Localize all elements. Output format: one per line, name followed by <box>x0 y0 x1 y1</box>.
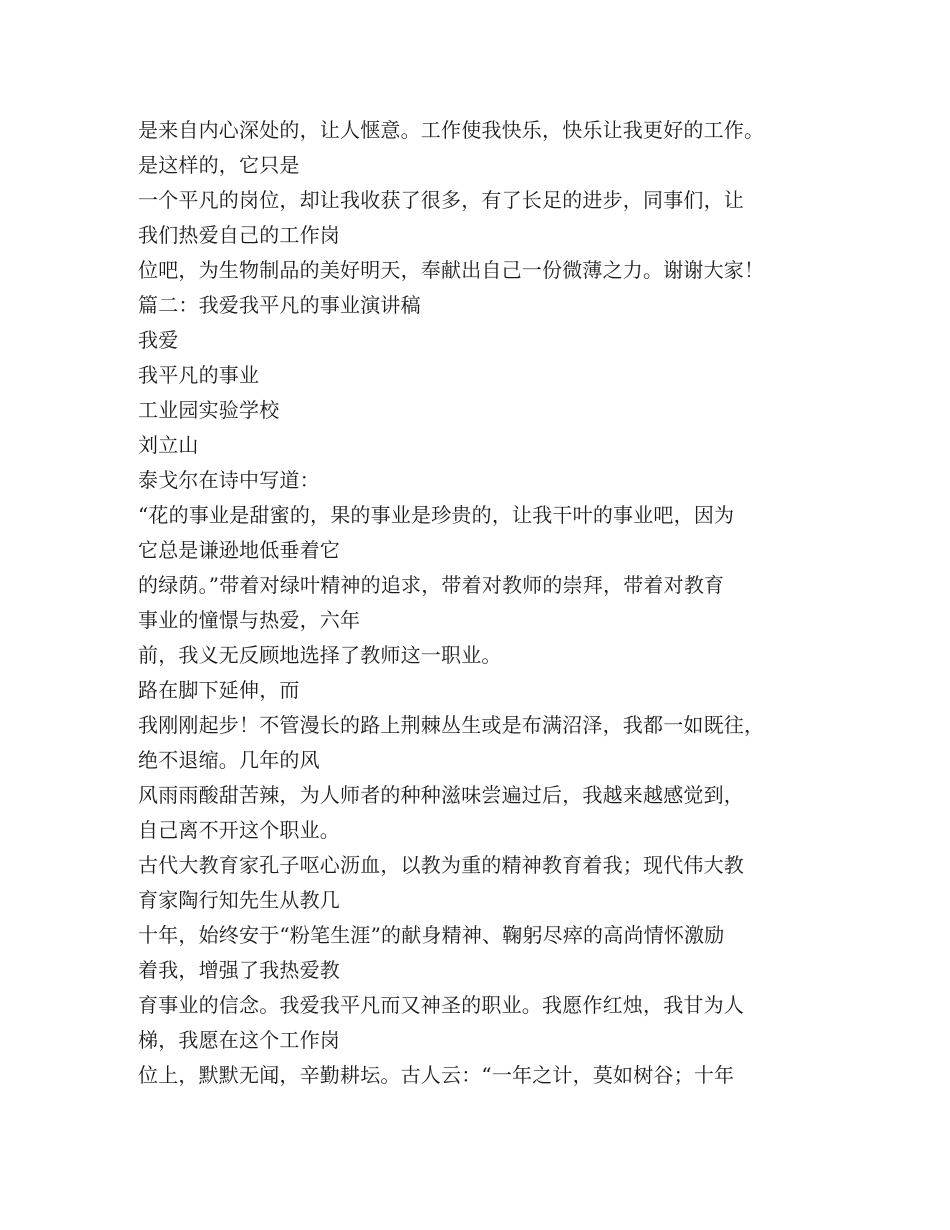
text-line: 位上，默默无闻，辛勤耕坛。古人云：“一年之计，莫如树谷；十年 <box>138 1063 735 1087</box>
section-heading: 篇二：我爱我平凡的事业演讲稿 <box>138 293 421 317</box>
speech-title-line: 我爱 <box>138 328 179 352</box>
text-line: 古代大教育家孔子呕心沥血，以教为重的精神教育着我；现代伟大教 <box>138 853 744 877</box>
speech-title-line: 我平凡的事业 <box>138 363 260 387</box>
text-line: 自己离不开这个职业。 <box>138 818 340 842</box>
text-line: 路在脚下延伸，而 <box>138 678 300 702</box>
text-line: 事业的憧憬与热爱，六年 <box>138 608 361 632</box>
text-line: 我刚刚起步！不管漫长的路上荆棘丛生或是布满沼泽，我都一如既往， <box>138 713 765 737</box>
text-line: 它总是谦逊地低垂着它 <box>138 538 340 562</box>
text-line: 是来自内心深处的，让人惬意。工作使我快乐，快乐让我更好的工作。 <box>138 118 765 142</box>
text-line: 泰戈尔在诗中写道： <box>138 468 320 492</box>
text-line: 十年，始终安于“粉笔生涯”的献身精神、鞠躬尽瘁的高尚情怀激励 <box>138 923 725 947</box>
speaker-organization: 工业园实验学校 <box>138 398 280 422</box>
text-line: 育事业的信念。我爱我平凡而又神圣的职业。我愿作红烛，我甘为人 <box>138 993 744 1017</box>
text-line: 我们热爱自己的工作岗 <box>138 223 340 247</box>
text-line: “花的事业是甜蜜的，果的事业是珍贵的，让我干叶的事业吧，因为 <box>138 503 735 527</box>
text-line: 是这样的，它只是 <box>138 153 300 177</box>
text-line: 前，我义无反顾地选择了教师这一职业。 <box>138 643 502 667</box>
text-line: 着我，增强了我热爱教 <box>138 958 340 982</box>
text-line: 一个平凡的岗位，却让我收获了很多，有了长足的进步，同事们，让 <box>138 188 744 212</box>
text-line: 育家陶行知先生从教几 <box>138 888 340 912</box>
speaker-name: 刘立山 <box>138 433 199 457</box>
text-line: 绝不退缩。几年的风 <box>138 748 320 772</box>
text-line: 风雨雨酸甜苦辣，为人师者的种种滋味尝遍过后，我越来越感觉到， <box>138 783 744 807</box>
text-line: 的绿荫。”带着对绿叶精神的追求，带着对教师的崇拜，带着对教育 <box>138 573 725 597</box>
text-line: 梯，我愿在这个工作岗 <box>138 1028 340 1052</box>
text-line: 位吧，为生物制品的美好明天，奉献出自己一份微薄之力。谢谢大家！ <box>138 258 765 282</box>
document-page <box>138 113 838 1093</box>
